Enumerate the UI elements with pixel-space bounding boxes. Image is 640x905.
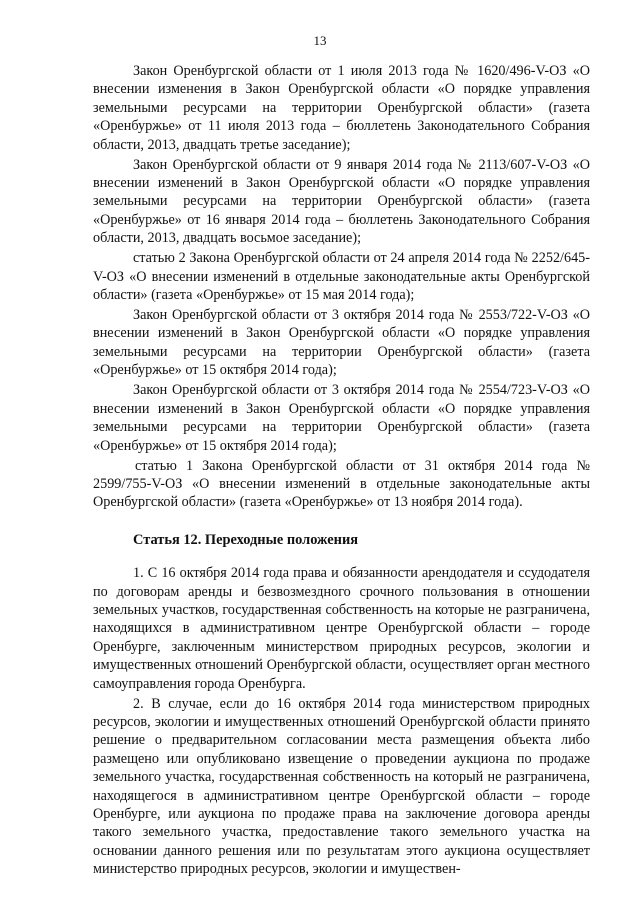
law-list-item: Закон Оренбургской области от 9 января 2014 года № 2113/607-V-ОЗ «О внесении изменений в Закон Оренбургской области «О порядке управления земельными ресурсами на территории Оренбургской области» (газета «Оренбуржье» от 16 января 2014 года – бюллетень Законодательного Собрания области, 2013, двадцать восьмое заседание); xyxy=(93,156,590,247)
law-list-item: Закон Оренбургской области от 3 октября 2014 года № 2553/722-V-ОЗ «О внесении изменений в Закон Оренбургской области «О порядке управления земельными ресурсами на территории Оренбургской области» (газета «Оренбуржье» от 15 октября 2014 года); xyxy=(93,307,590,379)
article-heading: Статья 12. Переходные положения xyxy=(133,531,359,548)
article-paragraph: 2. В случае, если до 16 октября 2014 года министерством природных ресурсов, экологии и имущественных отношений Оренбургской области принято решение о предварительном согласовании места размещения объекта либо размещено или опубликовано извещение о проведении аукциона по продаже земельного участка, государственная собственность на который не разграничена, находящегося в административном центре Оренбургской области – городе Оренбурге, или аукциона по продаже права на заключение договора аренды такого земельного участка, предоставление такого земельного участка на основании данного решения или по результатам этого аукциона осуществляет министерство природных ресурсов, экологии и имуществен- xyxy=(93,695,590,878)
law-list-item: статью 1 Закона Оренбургской области от 31 октября 2014 года № 2599/755-V-ОЗ «О внесении изменений в отдельные законодательные акты Оренбургской области» (газета «Оренбуржье» от 13 ноября 2014 года). xyxy=(93,457,590,511)
law-list-item: Закон Оренбургской области от 1 июля 2013 года № 1620/496-V-ОЗ «О внесении изменения в Закон Оренбургской области «О порядке управления земельными ресурсами на территории Оренбургской области» (газета «Оренбуржье» от 11 июля 2013 года – бюллетень Законодательного Собрания области, 2013, двадцать третье заседание); xyxy=(93,63,590,153)
document-body xyxy=(93,62,590,880)
law-list-item: Закон Оренбургской области от 3 октября 2014 года № 2554/723-V-ОЗ «О внесении изменений в Закон Оренбургской области «О порядке управления земельными ресурсами на территории Оренбургской области» (газета «Оренбуржье» от 15 октября 2014 года); xyxy=(93,382,590,454)
law-list-item: статью 2 Закона Оренбургской области от 24 апреля 2014 года № 2252/645-V-ОЗ «О внесении изменений в отдельные законодательные акты Оренбургской области» (газета «Оренбуржье» от 15 мая 2014 года); xyxy=(93,250,590,304)
page-number: 13 xyxy=(313,33,327,48)
article-paragraph: 1. С 16 октября 2014 года права и обязанности арендодателя и ссудодателя по договорам аренды и безвозмездного срочного пользования в отношении земельных участков, государственная собственность на которые не разграничена, находящихся в административном центре Оренбургской области – городе Оренбурге, заключенным министерством природных ресурсов, экологии и имущественных отношений Оренбургской области, осуществляет орган местного самоуправления города Оренбурга. xyxy=(93,565,590,692)
